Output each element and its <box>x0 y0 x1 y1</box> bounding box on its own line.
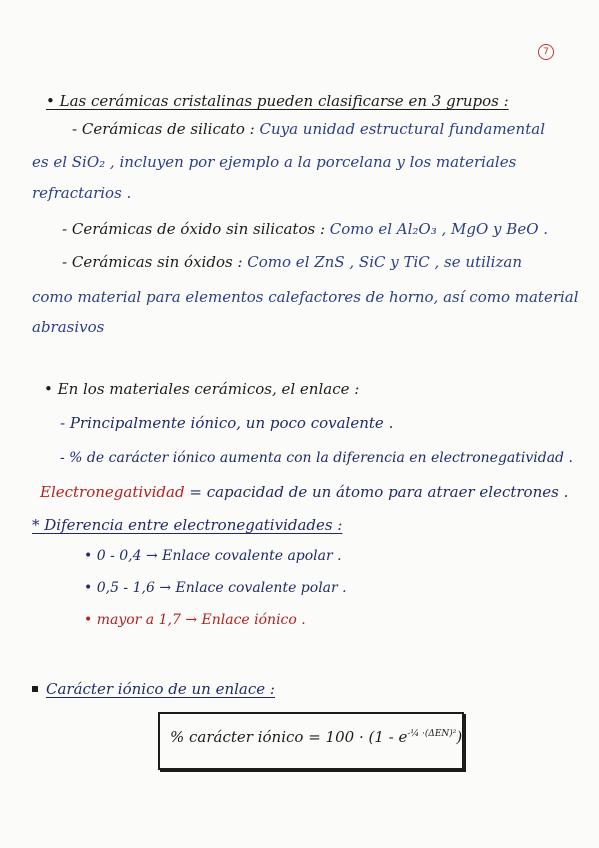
group-silicate-text-end: refractarios . <box>32 184 132 202</box>
section-heading-ionic-character: Carácter iónico de un enlace : <box>46 680 275 698</box>
range-polar: • 0,5 - 1,6 → Enlace covalente polar . <box>84 580 347 596</box>
electronegativity-term: Electronegatividad <box>40 483 185 501</box>
group-silicate-text-cont: es el SiO₂ , incluyen por ejemplo a la porcelana y los materiales <box>32 153 517 171</box>
section-heading-en-difference: * Diferencia entre electronegatividades : <box>32 516 343 534</box>
group-silicate-text: Cuya unidad estructural fundamental <box>259 120 545 138</box>
square-bullet <box>32 686 38 692</box>
group-nonoxide-text: Como el ZnS , SiC y TiC , se utilizan <box>247 253 522 271</box>
group-nonoxide-text-cont: como material para elementos calefactores de horno, así como material <box>32 288 579 306</box>
group-nonoxide-line <box>62 253 522 271</box>
range-ionic: • mayor a 1,7 → Enlace iónico . <box>84 612 306 628</box>
group-silicate-title: - Cerámicas de silicato : <box>72 120 255 138</box>
section-heading-ceramic-groups: • Las cerámicas cristalinas pueden clasificarse en 3 grupos : <box>46 92 509 110</box>
formula-exponent: -¼ ·(ΔEN)² <box>407 729 457 739</box>
group-silicate-line <box>72 120 545 138</box>
ionic-character-formula <box>170 728 462 746</box>
formula-lhs: % carácter iónico = 100 · (1 - e <box>170 728 408 746</box>
electronegativity-text: = capacidad de un átomo para atraer electrones . <box>189 483 569 501</box>
bond-item-ionic: - Principalmente iónico, un poco covalente . <box>60 414 394 432</box>
group-oxide-text: Como el Al₂O₃ , MgO y BeO . <box>329 220 549 238</box>
section-heading-bond: • En los materiales cerámicos, el enlace : <box>44 380 360 398</box>
group-oxide-title: - Cerámicas de óxido sin silicatos : <box>62 220 326 238</box>
formula-rhs: ) <box>456 728 463 746</box>
group-oxide-line <box>62 220 548 238</box>
electronegativity-definition <box>40 483 568 501</box>
group-nonoxide-text-end: abrasivos <box>32 318 105 336</box>
page-number: 7 <box>538 44 554 60</box>
range-apolar: • 0 - 0,4 → Enlace covalente apolar . <box>84 548 342 564</box>
group-nonoxide-title: - Cerámicas sin óxidos : <box>62 253 243 271</box>
bond-item-ionic-percent: - % de carácter iónico aumenta con la diferencia en electronegatividad . <box>60 450 573 466</box>
